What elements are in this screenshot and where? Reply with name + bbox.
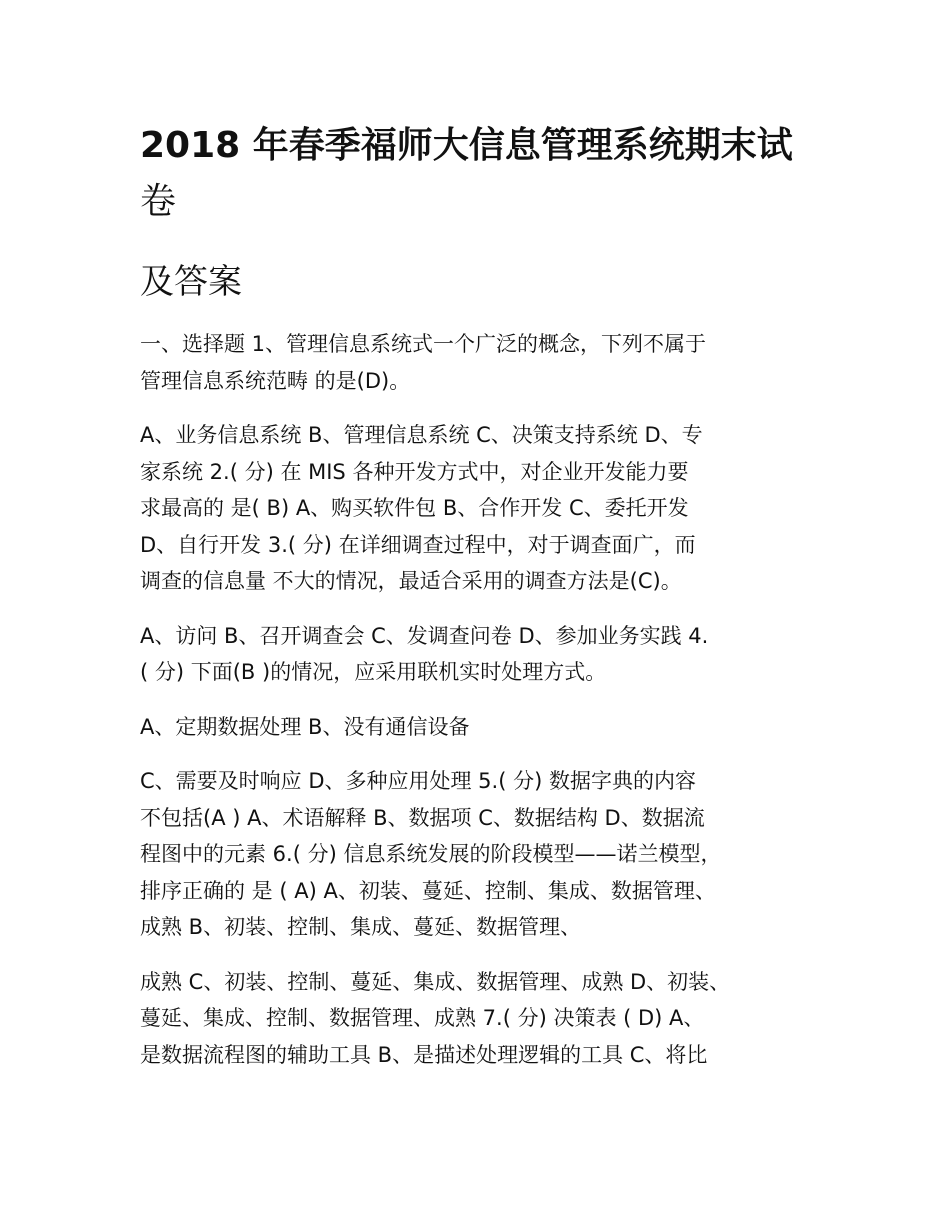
document-title — [140, 118, 820, 230]
document-page — [140, 118, 820, 1091]
text-line: 求最高的 是( B) A、购买软件包 B、合作开发 C、委托开发 — [140, 496, 689, 520]
text-line: C、需要及时响应 D、多种应用处理 5.( 分) 数据字典的内容 — [140, 769, 696, 793]
text-line: A、业务信息系统 B、管理信息系统 C、决策支持系统 D、专 — [140, 423, 703, 447]
document-subtitle: 及答案 — [140, 262, 242, 302]
text-line: A、定期数据处理 B、没有通信设备 — [140, 714, 470, 739]
text-line: 程图中的元素 6.( 分) 信息系统发展的阶段模型——诺兰模型， — [140, 842, 722, 866]
text-line: 是数据流程图的辅助工具 B、是描述处理逻辑的工具 C、将比 — [140, 1042, 708, 1067]
paragraph-3 — [140, 618, 820, 691]
paragraph-1 — [140, 326, 820, 399]
text-line: 调查的信息量 不大的情况，最适合采用的调查方法是(C)。 — [140, 569, 682, 593]
text-line: D、自行开发 3.( 分) 在详细调查过程中，对于调查面广，而 — [140, 532, 696, 557]
text-line: 家系统 2.( 分) 在 MIS 各种开发方式中，对企业开发能力要 — [140, 459, 689, 484]
title-line-1: 2018 年春季福师大信息管理系统期末试 — [140, 125, 793, 166]
text-line: 管理信息系统范畴 的是(D)。 — [140, 368, 411, 393]
text-line: A、访问 B、召开调查会 C、发调查问卷 D、参加业务实践 4. — [140, 623, 709, 648]
paragraph-2 — [140, 417, 820, 600]
paragraph-5 — [140, 763, 820, 946]
text-line: 成熟 B、初装、控制、集成、蔓延、数据管理、 — [140, 915, 582, 939]
paragraph-6 — [140, 964, 820, 1074]
text-line: 排序正确的 是 ( A) A、初装、蔓延、控制、集成、数据管理、 — [140, 878, 716, 903]
text-line: 蔓延、集成、控制、数据管理、成熟 7.( 分) 决策表 ( D) A、 — [140, 1006, 705, 1030]
text-line: ( 分) 下面(B )的情况，应采用联机实时处理方式。 — [140, 660, 607, 684]
text-line: 成熟 C、初装、控制、蔓延、集成、数据管理、成熟 D、初装、 — [140, 969, 731, 994]
text-line: 一、选择题 1、管理信息系统式一个广泛的概念，下列不属于 — [140, 332, 707, 356]
text-line: 不包括(A ) A、术语解释 B、数据项 C、数据结构 D、数据流 — [140, 805, 705, 830]
paragraph-4 — [140, 709, 820, 746]
title-line-2: 卷 — [140, 181, 177, 222]
